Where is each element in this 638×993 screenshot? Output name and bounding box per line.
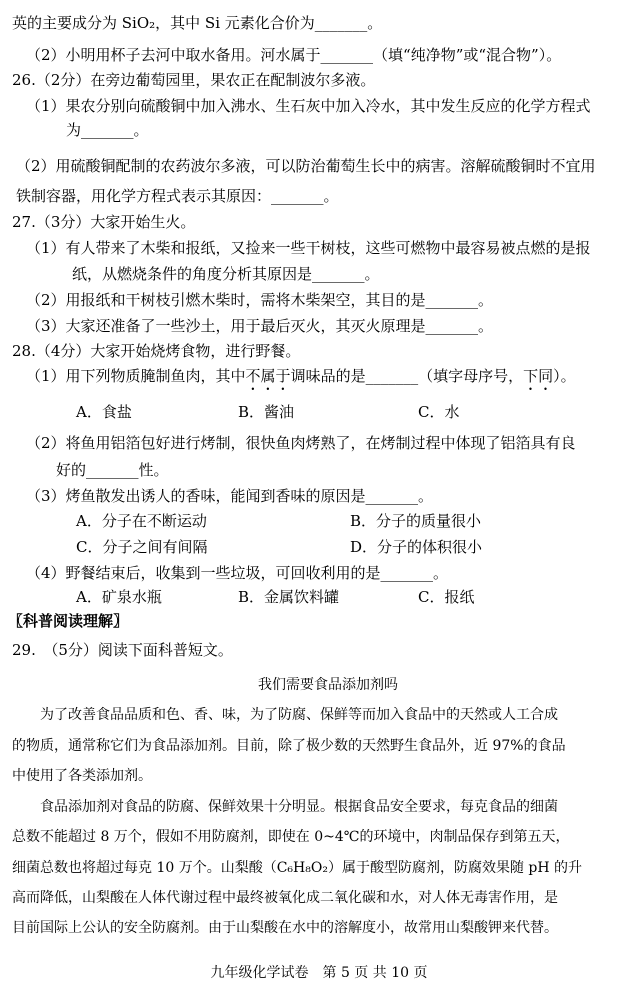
article-paragraph-2-line-1: 食品添加剂对食品的防腐、保鲜效果十分明显。根据食品安全要求，每克食品的细菌 (40, 799, 558, 815)
question-28-part-1-text-e: ）。 (553, 367, 576, 385)
question-27-heading: 27.（3分）大家开始生火。 (12, 213, 196, 231)
question-28-part-1 (26, 366, 576, 394)
question-25-line-sio2: 英的主要成分为 SiO₂，其中 Si 元素化合价为_______。 (12, 14, 383, 32)
question-26-part-2: （2）用硫酸铜配制的农药波尔多液，可以防治葡萄生长中的病害。溶解硫酸铜时不宜用 (16, 157, 596, 175)
emphasis-not-belong: 不属于 (245, 367, 291, 385)
article-paragraph-1-line-2: 的物质，通常称它们为食品添加剂。目前，除了极少数的天然野生食品外，近 97%的食品 (12, 738, 566, 754)
question-26-part-1: （1）果农分别向硫酸铜中加入沸水、生石灰中加入冷水，其中发生反应的化学方程式 (26, 97, 591, 115)
question-28-part-3: （3）烤鱼散发出诱人的香味，能闻到香味的原因是_______。 (26, 487, 434, 505)
question-26-part-2-cont: 铁制容器，用化学方程式表示其原因：_______。 (16, 187, 339, 205)
article-paragraph-2-line-2: 总数不能超过 8 万个，假如不用防腐剂，即使在 0~4℃的环境中，肉制品保存到第五天， (12, 829, 570, 845)
article-paragraph-1-line-1: 为了改善食品品质和色、香、味，为了防腐、保鲜等而加入食品中的天然或人工合成 (40, 707, 558, 723)
section-heading-science-reading: 〖科普阅读理解〗 (8, 612, 129, 630)
option-c-molecule-gaps: C．分子之间有间隔 (76, 538, 208, 556)
question-29-heading: 29. （5分）阅读下面科普短文。 (12, 641, 233, 659)
option-d-molecule-volume: D．分子的体积很小 (350, 538, 483, 556)
question-28-part-4: （4）野餐结束后，收集到一些垃圾，可回收利用的是_______。 (26, 564, 449, 582)
question-26-part-1-cont: 为_______。 (66, 121, 149, 139)
article-paragraph-2-line-3: 细菌总数也将超过每克 10 万个。山梨酸（C₆H₈O₂）属于酸型防腐剂，防腐效果随 pH 的升 (12, 860, 583, 876)
option-a-salt: A．食盐 (76, 403, 132, 421)
page-footer: 九年级化学试卷 第 5 页 共 10 页 (210, 965, 428, 981)
question-27-part-1-cont: 纸，从燃烧条件的角度分析其原因是_______。 (72, 265, 380, 283)
emphasis-same-below: 下同 (523, 367, 554, 385)
question-28-part-2: （2）将鱼用铝箔包好进行烤制，很快鱼肉烤熟了，在烤制过程中体现了铝箔具有良 (26, 434, 576, 452)
article-paragraph-2-line-5: 目前国际上公认的安全防腐剂。由于山梨酸在水中的溶解度小，故常用山梨酸钾来代替。 (12, 920, 558, 936)
option-c-newspaper: C．报纸 (418, 588, 475, 606)
question-28-part-1-text-c: 调味品的是_______（填字母序号， (290, 367, 524, 385)
option-a-water-bottle: A．矿泉水瓶 (76, 588, 162, 606)
question-27-part-2: （2）用报纸和干树枝引燃木柴时，需将木柴架空，其目的是_______。 (26, 291, 494, 309)
option-b-soy-sauce: B．酱油 (238, 403, 295, 421)
article-title: 我们需要食品添加剂吗 (258, 677, 398, 693)
question-28-heading: 28.（4分）大家开始烧烤食物，进行野餐。 (12, 342, 301, 360)
article-paragraph-2-line-4: 高而降低，山梨酸在人体代谢过程中最终被氧化成二氧化碳和水，对人体无毒害作用，是 (12, 890, 558, 906)
question-28-part-1-text-a: （1）用下列物质腌制鱼肉，其中 (26, 367, 246, 385)
article-paragraph-1-line-3: 中使用了各类添加剂。 (12, 768, 152, 784)
option-c-water: C．水 (418, 403, 460, 421)
option-b-molecule-mass: B．分子的质量很小 (350, 512, 482, 530)
option-a-molecules-moving: A．分子在不断运动 (76, 512, 207, 530)
question-25-part-2: （2）小明用杯子去河中取水备用。河水属于_______（填“纯净物”或“混合物”）。 (26, 46, 562, 64)
option-b-metal-can: B．金属饮料罐 (238, 588, 340, 606)
question-27-part-3: （3）大家还准备了一些沙土，用于最后灭火，其灭火原理是_______。 (26, 317, 494, 335)
question-28-part-2-cont: 好的_______性。 (56, 461, 169, 479)
question-27-part-1: （1）有人带来了木柴和报纸，又捡来一些干树枝，这些可燃物中最容易被点燃的是报 (26, 239, 591, 257)
question-26-heading: 26.（2分）在旁边葡萄园里，果农正在配制波尔多液。 (12, 71, 376, 89)
